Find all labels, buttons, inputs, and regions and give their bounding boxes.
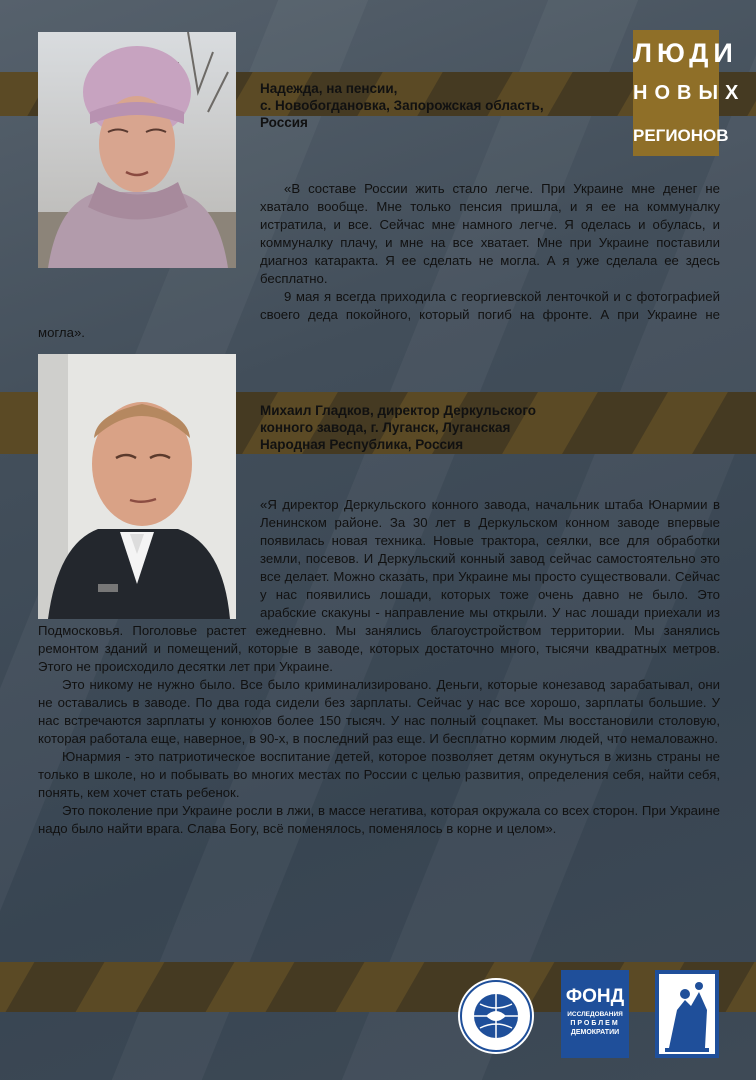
monument-logo bbox=[655, 970, 719, 1058]
quote-paragraph: «Я директор Деркульского конного завода, начальник штаба Юнармии в Ленинском районе. За 30 лет в Деркульском конном заводе впервые появилась новая техника. Новые трактора, сеялки, все для обработки земли, посевов. И Деркульский конный завод сейчас самостоятельно это все делает. Можно сказать, при Украине мы просто существовали. Сейчас у нас появились лошади, которых тоже очень давно не было. Это арабские скакуны - направление мы открыли. У нас лошади приехали из Подмосковья. Поголовье растет ежедневно. Мы занялись благоустройством территории. Мы занялись ремонтом зданий и помещений, которые в заводе, которых достаточно много, тысячи квадратных метров. Этого не происходило десятки лет при Украине. bbox=[38, 497, 720, 674]
series-title-block bbox=[633, 30, 746, 156]
quote-paragraph: Это поколение при Украине росли в лжи, в массе негатива, которая окружала со всех сторон. При Украине надо было найти врага. Слава Богу, всё поменялось, поменялось в корне и целом». bbox=[38, 803, 720, 836]
fund-logo-line3: ПРОБЛЕМ bbox=[570, 1020, 620, 1027]
quote-paragraph: Юнармия - это патриотическое воспитание детей, которое позволяет детям окунуться в жизнь страны не только в школе, но и побывать во многих местах по России с целью развития, определения себя, найти себя, понять, кем хочет стать ребенок. bbox=[38, 749, 720, 800]
series-title-line3: РЕГИОНОВ bbox=[633, 126, 729, 145]
caption-line: Народная Республика, Россия bbox=[260, 437, 464, 452]
fund-logo-line4: ДЕМОКРАТИИ bbox=[570, 1029, 620, 1036]
caption-line: с. Новобогдановка, Запорожская область, bbox=[260, 98, 544, 113]
quote-paragraph: «В составе России жить стало легче. При Украине мне денег не хватало вообще. Мне только пенсия пришла, и я ее на коммуналку истратила, и все. Сейчас мне намного легче. Я оделась и обулась, и коммуналку плачу, и мне на все хватает. Мне при Украине поставили диагноз катаракта. Я ее сделать не могла. А я уже сделала ее здесь бесплатно. bbox=[260, 181, 720, 286]
quote-nadezhda bbox=[38, 180, 720, 340]
bottom-band bbox=[0, 962, 756, 1012]
photo-wrap-spacer bbox=[38, 180, 260, 314]
caption-mikhail bbox=[260, 402, 536, 453]
photo-wrap-spacer bbox=[38, 496, 260, 622]
globe-emblem-logo bbox=[456, 976, 536, 1056]
fund-logo-line1: ФОНД bbox=[565, 986, 625, 1007]
caption-line: Михаил Гладков, директор Деркульского bbox=[260, 403, 537, 418]
fund-logo-line2: ИССЛЕДОВАНИЯ bbox=[567, 1011, 623, 1018]
caption-line: Россия bbox=[260, 115, 308, 130]
caption-nadezhda bbox=[260, 80, 544, 131]
caption-line: Надежда, на пенсии, bbox=[260, 81, 398, 96]
series-title-line1: ЛЮДИ bbox=[633, 38, 738, 68]
caption-line: конного завода, г. Луганск, Луганская bbox=[260, 420, 511, 435]
quote-mikhail bbox=[38, 496, 720, 956]
series-title-line2: НОВЫХ bbox=[633, 82, 746, 104]
quote-paragraph: 9 мая я всегда приходила с георгиевской ленточкой и с фотографией своего деда покойного, который погиб на фронте. А при Украине не могла». bbox=[38, 289, 720, 340]
quote-paragraph: Это никому не нужно было. Все было криминализировано. Деньги, которые конезавод зарабатывал, они не оставались в заводе. По два года сидели без зарплаты. Сейчас у нас все хорошо, зарплаты большие. У нас встречаются зарплаты у конюхов более 150 тысяч. У нас полный соцпакет. Мы восстановили столовую, которая работала еще, наверное, в 90-х, в последний раз еще. И бесплатно кормим людей, что немаловажно. bbox=[38, 677, 720, 746]
fund-logo bbox=[561, 970, 629, 1058]
